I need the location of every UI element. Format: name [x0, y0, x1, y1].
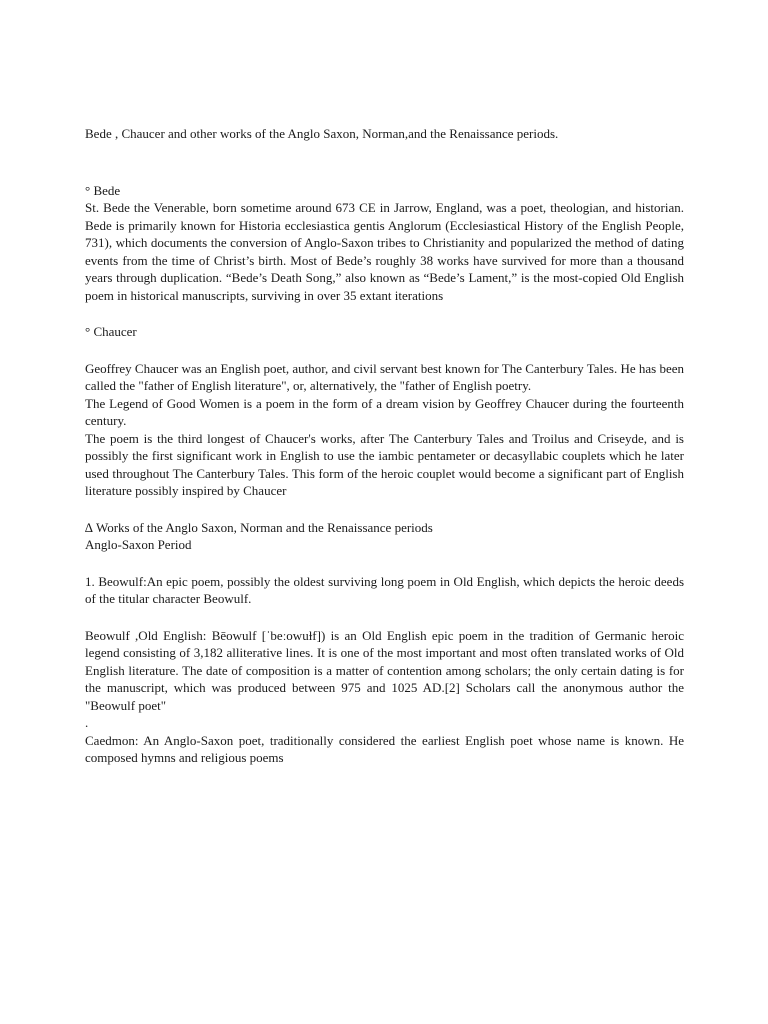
spacer [85, 143, 684, 182]
spacer [85, 341, 684, 360]
chaucer-paragraph-1: Geoffrey Chaucer was an English poet, author, and civil servant best known for The Canterbury Tales. He has been called the "father of English literature", or, alternatively, the "father of English poetry. [85, 360, 684, 393]
caedmon-paragraph: Caedmon: An Anglo-Saxon poet, traditionally considered the earliest English poet whose name is known. He composed hymns and religious poems [85, 732, 684, 765]
bede-paragraph: St. Bede the Venerable, born sometime around 673 CE in Jarrow, England, was a poet, theologian, and historian. Bede is primarily known for Historia ecclesiastica gentis Anglorum (Ecclesiastical History of the English People, 731), which documents the conversion of Anglo-Saxon tribes to Christianity and popularized the method of dating events from the time of Christ’s birth. Most of Bede’s roughly 38 works have survived for more than a thousand years through duplication. “Bede’s Death Song,” also known as “Bede’s Lament,” is the most-copied Old English poem in historical manuscripts, surviving in over 35 extant iterations [85, 200, 684, 303]
spacer [85, 304, 684, 323]
spacer [85, 554, 684, 573]
beowulf-list-item: 1. Beowulf:An epic poem, possibly the oldest surviving long poem in Old English, which depicts the heroic deeds of the titular character Beowulf. [85, 573, 684, 606]
works-heading: ∆ Works of the Anglo Saxon, Norman and the Renaissance periods [85, 519, 433, 535]
spacer [85, 500, 684, 519]
period-heading: Anglo-Saxon Period [85, 537, 192, 552]
spacer [85, 608, 684, 627]
chaucer-heading: ° Chaucer [85, 324, 137, 339]
bede-heading: ° Bede [85, 182, 121, 198]
document-title: Bede , Chaucer and other works of the Anglo Saxon, Norman,and the Renaissance periods. [85, 126, 559, 141]
chaucer-paragraph-2: The Legend of Good Women is a poem in the form of a dream vision by Geoffrey Chaucer during the fourteenth century. [85, 395, 684, 428]
beowulf-paragraph: Beowulf ,Old English: Bēowulf [ˈbeːowuɫf]) is an Old English epic poem in the tradition of Germanic heroic legend consisting of 3,182 alliterative lines. It is one of the most important and most often translated works of Old English literature. The date of composition is a matter of contention among scholars; the only certain dating is for the manuscript, which was produced between 975 and 1025 AD.[2] Scholars call the anonymous author the "Beowulf poet" [85, 627, 684, 713]
stray-period: . [85, 715, 89, 730]
chaucer-paragraph-3: The poem is the third longest of Chaucer's works, after The Canterbury Tales and Troilus and Criseyde, and is possibly the first significant work in English to use the iambic pentameter or decasyllabic couplets which he later used throughout The Canterbury Tales. This form of the heroic couplet would become a significant part of English literature possibly inspired by Chaucer [85, 430, 684, 498]
